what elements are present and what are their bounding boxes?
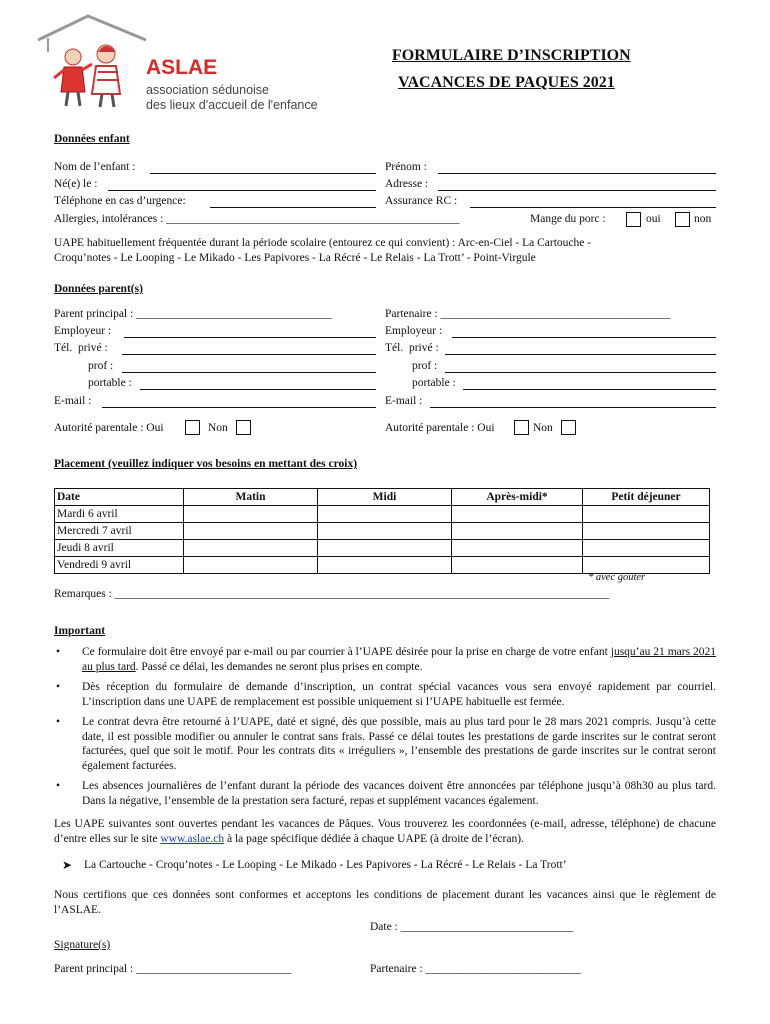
field-employeur-1[interactable] [124, 337, 376, 338]
label-employeur-2: Employeur : [385, 325, 443, 337]
field-date[interactable]: Date : ______________________________ [370, 921, 574, 933]
field-portable-2[interactable] [463, 389, 716, 390]
label-autorite-1-non: Non [208, 422, 228, 434]
label-autorite-2-non: Non [533, 422, 553, 434]
field-assurance[interactable] [470, 207, 716, 208]
logo-line-1: association sédunoise [146, 83, 269, 97]
placement-table [54, 488, 710, 574]
label-employeur-1: Employeur : [54, 325, 112, 337]
field-employeur-2[interactable] [452, 337, 716, 338]
label-autorite-2: Autorité parentale : Oui [385, 422, 495, 434]
col-header-midi: Midi [318, 489, 452, 506]
label-porc-oui: oui [646, 213, 661, 225]
cell-matin[interactable] [184, 523, 318, 540]
uape-line-1: UAPE habituellement fréquentée durant la période scolaire (entourez ce qui convient) : Arc-en-Ciel - La Cartouche - [54, 237, 592, 249]
field-prof-2[interactable] [445, 372, 716, 373]
cell-petit-dejeuner[interactable] [583, 557, 710, 574]
signatures-label: Signature(s) [54, 939, 111, 951]
label-email-2: E-mail : [385, 395, 423, 407]
checkbox-autorite-1-non[interactable] [236, 420, 251, 435]
cell-midi[interactable] [318, 557, 452, 574]
field-allergies[interactable]: Allergies, intolérances : ___________________________________________________ [54, 213, 460, 225]
table-header-row [55, 489, 710, 506]
open-uape-list: La Cartouche - Croqu’notes - Le Looping - Le Mikado - Les Papivores - La Récré - Le Relais - La Trott’ [84, 859, 567, 871]
field-signature-parent[interactable]: Parent principal : ___________________________ [54, 963, 292, 975]
field-tel-urgence[interactable] [210, 207, 376, 208]
field-naissance[interactable] [108, 190, 376, 191]
label-email-1: E-mail : [54, 395, 92, 407]
certification-paragraph: Nous certifions que ces données sont conformes et acceptons les conditions de placement durant les vacances ainsi que le règlement de l’ASLAE. [54, 889, 716, 916]
field-email-1[interactable] [102, 407, 376, 408]
row-date: Jeudi 8 avril [55, 540, 184, 557]
cell-petit-dejeuner[interactable] [583, 506, 710, 523]
row-date: Mercredi 7 avril [55, 523, 184, 540]
field-portable-1[interactable] [140, 389, 376, 390]
table-row [55, 523, 710, 540]
field-parent-principal[interactable]: Parent principal : __________________________________ [54, 308, 332, 320]
list-item: • Les absences journalières de l’enfant durant la période des vacances doivent être annoncées par téléphone jusqu’à 08h30 au plus tard. Dans la négative, l’ensemble de la prestation sera facturé, repas et supplément vacances également. [54, 779, 716, 808]
label-prenom: Prénom : [385, 161, 427, 173]
checkbox-porc-oui[interactable] [626, 212, 641, 227]
label-portable-2: portable : [412, 377, 456, 389]
table-row [55, 506, 710, 523]
cell-matin[interactable] [184, 540, 318, 557]
field-nom[interactable] [150, 173, 376, 174]
field-prof-1[interactable] [122, 372, 376, 373]
checkbox-autorite-1-oui[interactable] [185, 420, 200, 435]
list-item: • Dès réception du formulaire de demande d’inscription, un contrat spécial vacances vous sera envoyé rapidement par courriel. L’inscription dans une UAPE de remplacement est possible uniquement si l’UAPE habituelle est fermée. [54, 680, 716, 709]
table-row [55, 540, 710, 557]
label-porc: Mange du porc : [530, 213, 606, 225]
checkbox-autorite-2-non[interactable] [561, 420, 576, 435]
label-adresse: Adresse : [385, 178, 429, 190]
col-header-apres-midi: Après-midi* [452, 489, 583, 506]
field-partenaire[interactable]: Partenaire : ________________________________________ [385, 308, 671, 320]
label-portable-1: portable : [88, 377, 132, 389]
form-subtitle: VACANCES DE PAQUES 2021 [398, 74, 615, 91]
section-heading-parents: Données parent(s) [54, 283, 143, 295]
list-item: • Ce formulaire doit être envoyé par e-mail ou par courrier à l’UAPE désirée pour la prise en charge de votre enfant jusqu’au 21 mars 2021 au plus tard. Passé ce délai, les demandes ne seront plus prises en compte. [54, 645, 716, 674]
section-heading-enfant: Données enfant [54, 133, 130, 145]
label-prof-2: prof : [412, 360, 438, 372]
label-assurance: Assurance RC : [385, 195, 458, 207]
cell-petit-dejeuner[interactable] [583, 523, 710, 540]
row-date: Vendredi 9 avril [55, 557, 184, 574]
col-header-petit-dejeuner: Petit déjeuner [583, 489, 710, 506]
label-autorite-1: Autorité parentale : Oui [54, 422, 164, 434]
label-porc-non: non [694, 213, 712, 225]
deadline-text: jusqu’au 21 mars 2021 au plus tard [82, 646, 716, 673]
checkbox-autorite-2-oui[interactable] [514, 420, 529, 435]
col-header-matin: Matin [184, 489, 318, 506]
label-tel-prive-2: Tél. privé : [385, 342, 439, 354]
important-list [54, 645, 716, 814]
cell-matin[interactable] [184, 557, 318, 574]
cell-midi[interactable] [318, 506, 452, 523]
field-signature-partenaire[interactable]: Partenaire : ___________________________ [370, 963, 581, 975]
row-date: Mardi 6 avril [55, 506, 184, 523]
cell-matin[interactable] [184, 506, 318, 523]
checkbox-porc-non[interactable] [675, 212, 690, 227]
field-email-2[interactable] [430, 407, 716, 408]
field-adresse[interactable] [438, 190, 716, 191]
logo-line-2: des lieux d'accueil de l'enfance [146, 98, 318, 112]
logo-name: ASLAE [146, 56, 218, 79]
field-tel-prive-1[interactable] [122, 354, 376, 355]
label-naissance: Né(e) le : [54, 178, 98, 190]
field-remarques[interactable]: Remarques : ______________________________________________________________________________________ [54, 588, 610, 600]
cell-apres-midi[interactable] [452, 557, 583, 574]
cell-apres-midi[interactable] [452, 506, 583, 523]
cell-apres-midi[interactable] [452, 523, 583, 540]
list-item: • Le contrat devra être retourné à l’UAPE, daté et signé, dès que possible, mais au plus tard pour le 28 mars 2021 compris. Jusqu’à cette date, il est possible modifier ou annuler le contrat sans frais. Passé ce délai toutes les prestations de garde inscrites sur le contrat seront facturées, quel que soit le motif. Pour les contrats dits « irréguliers », l’ensemble des prestations de garde inscrites sur le contrat seront également facturées. [54, 715, 716, 773]
table-row [55, 557, 710, 574]
field-prenom[interactable] [438, 173, 716, 174]
arrow-bullet-icon: ➤ [62, 858, 73, 872]
uape-open-paragraph: Les UAPE suivantes sont ouvertes pendant les vacances de Pâques. Vous trouverez les coordonnées (e-mail, adresse, téléphone) de chacune d’entre elles sur le site www.aslae.ch à la page spécifique dédiée à chaque UAPE (à droite de l’écran). [54, 818, 716, 845]
section-heading-placement: Placement (veuillez indiquer vos besoins en mettant des croix) [54, 458, 358, 470]
cell-midi[interactable] [318, 540, 452, 557]
table-note: * avec goûter [588, 572, 646, 583]
uape-line-2: Croqu’notes - Le Looping - Le Mikado - Les Papivores - La Récré - Le Relais - La Trott’ - Point-Virgule [54, 252, 536, 264]
form-title: FORMULAIRE D’INSCRIPTION [392, 47, 631, 64]
label-tel-prive-1: Tél. privé : [54, 342, 108, 354]
cell-midi[interactable] [318, 523, 452, 540]
col-header-date: Date [55, 489, 184, 506]
label-tel-urgence: Téléphone en cas d’urgence: [54, 195, 186, 207]
field-tel-prive-2[interactable] [445, 354, 716, 355]
cell-apres-midi[interactable] [452, 540, 583, 557]
section-heading-important: Important [54, 625, 106, 637]
site-link[interactable]: www.aslae.ch [160, 833, 225, 845]
label-prof-1: prof : [88, 360, 114, 372]
label-nom: Nom de l’enfant : [54, 161, 136, 173]
cell-petit-dejeuner[interactable] [583, 540, 710, 557]
logo [28, 12, 348, 112]
